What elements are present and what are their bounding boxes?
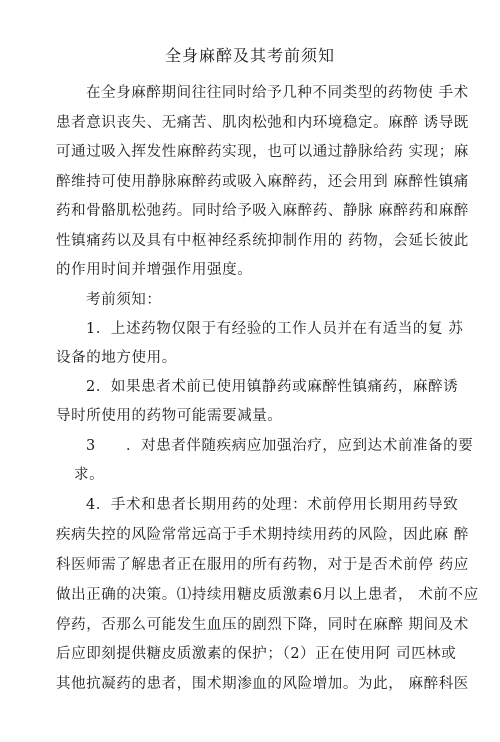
item-4-line-7: 其他抗凝药的患者，围术期渗血的风险增加。为此， 麻醉科医 <box>56 676 469 692</box>
paragraph-1-line-6: 性镇痛药以及具有中枢神经系统抑制作用的 药物，会延长彼此 <box>56 233 469 249</box>
paragraph-1-line-7: 的作用时间并增强作用强度。 <box>56 262 253 278</box>
item-2-line-2: 导时所使用的药物可能需要减量。 <box>56 408 283 424</box>
item-3-line-1: 3 ．对患者伴随疾病应加强治疗，应到达术前准备的要 <box>86 438 474 454</box>
paragraph-1-line-4: 醉维持可使用静脉麻醉药或吸入麻醉药，还会用到 麻醉性镇痛 <box>56 174 469 190</box>
paragraph-1-line-5: 药和骨骼肌松弛药。同时给予吸入麻醉药、静脉 麻醉药和麻醉 <box>56 203 469 219</box>
item-4-line-3: 科医师需了解患者正在服用的所有药物，对于是否术前停 药应 <box>56 557 469 573</box>
paragraph-1-line-1: 在全身麻醉期间往往同时给予几种不同类型的药物使 手术 <box>86 85 469 101</box>
item-4-line-5: 停药，否那么可能发生血压的剧烈下降，同时在麻醉 期间及术 <box>56 617 469 633</box>
item-2-line-1: 2．如果患者术前已使用镇静药或麻醉性镇痛药，麻醉诱 <box>86 379 459 395</box>
item-4-line-1: 4．手术和患者长期用药的处理：术前停用长期用药导致 <box>86 497 459 513</box>
item-3-line-2: 求。 <box>74 467 105 483</box>
document-title: 全身麻醉及其考前须知 <box>164 46 335 65</box>
section-heading: 考前须知： <box>86 292 162 308</box>
item-4-line-2: 疾病失控的风险常常远高于手术期持续用药的风险，因此麻 醉 <box>56 527 469 543</box>
item-1-line-1: 1．上述药物仅限于有经验的工作人员并在有适当的复 苏 <box>86 321 464 337</box>
paragraph-1-line-2: 患者意识丧失、无痛苦、肌肉松弛和内环境稳定。麻醉 诱导既 <box>56 115 469 131</box>
item-1-line-2: 设备的地方使用。 <box>56 350 177 366</box>
item-4-line-4: 做出正确的决策。⑴持续用糖皮质激素6月以上患者， 术前不应 <box>56 587 479 603</box>
paragraph-1-line-3: 可通过吸入挥发性麻醉药实现，也可以通过静脉给药 实现；麻 <box>56 144 469 160</box>
item-4-line-6: 后应即刻提供糖皮质激素的保护；（2）正在使用阿 司匹林或 <box>56 646 457 662</box>
